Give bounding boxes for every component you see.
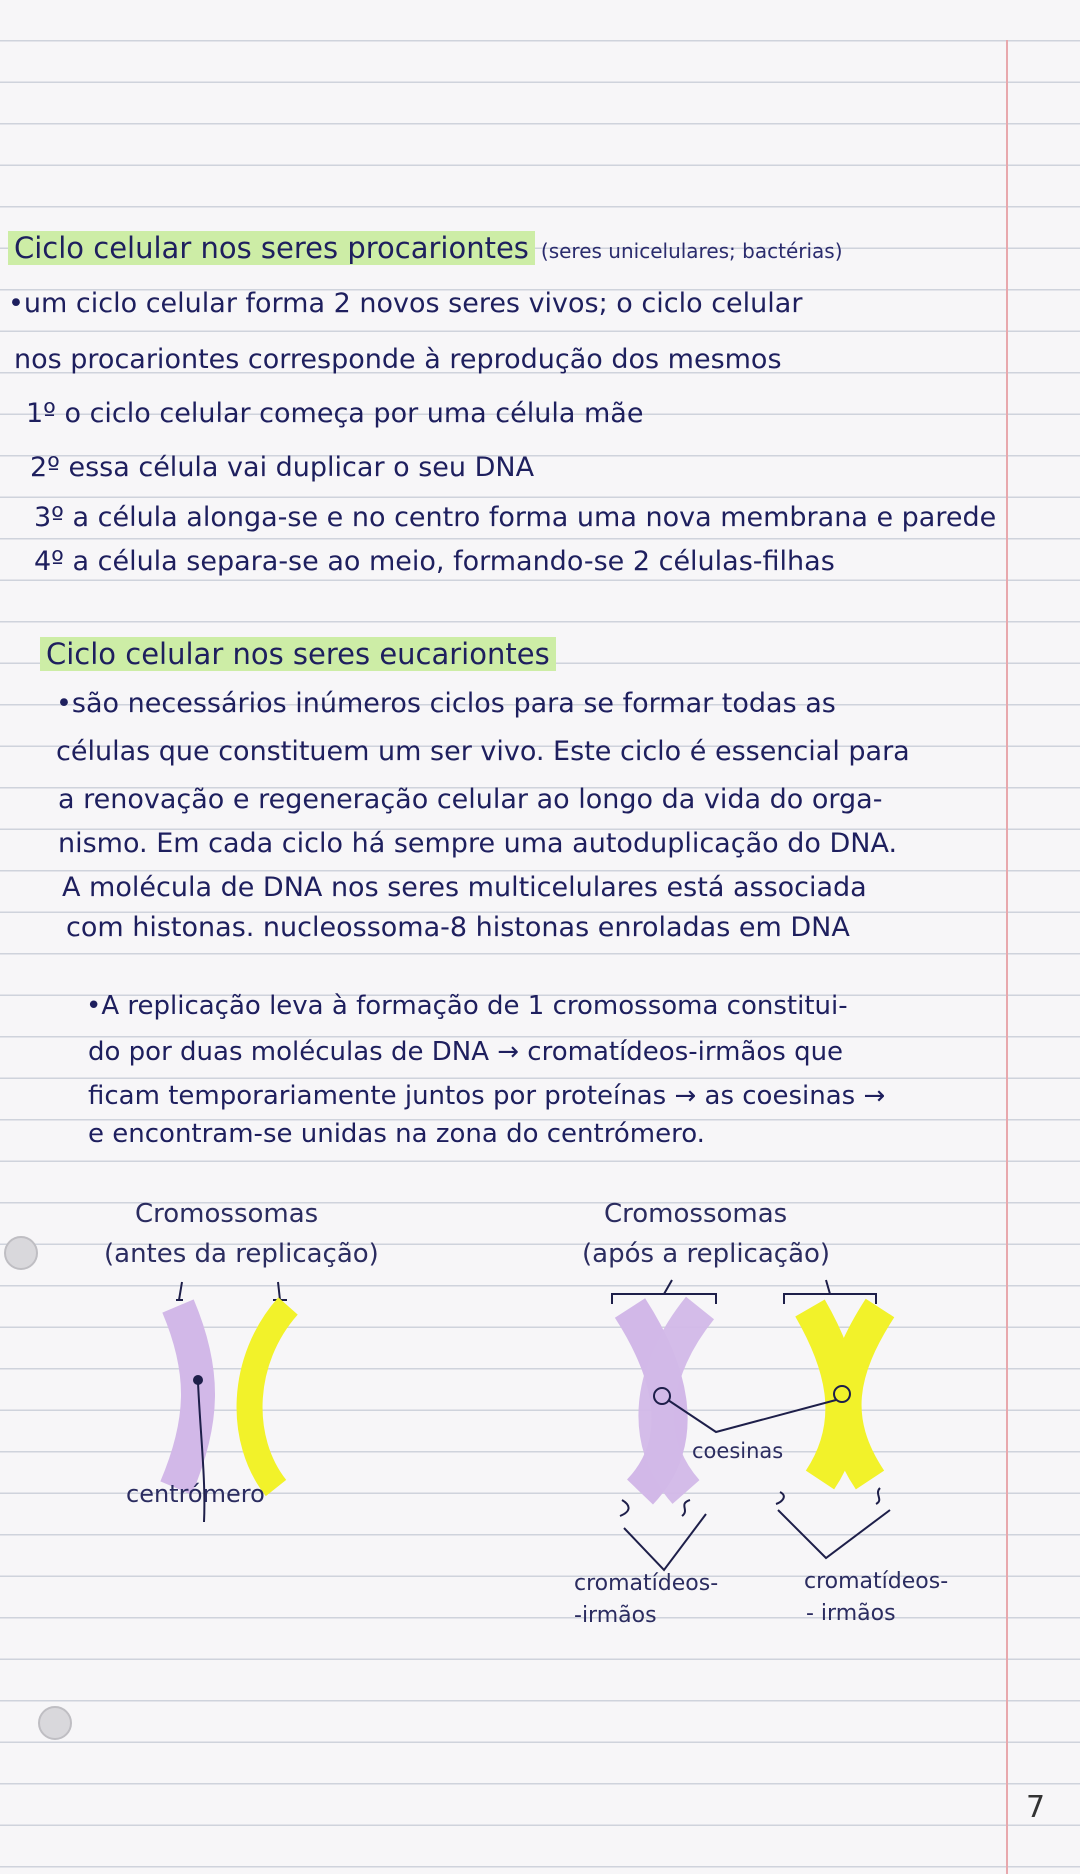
chromatid-ticks-left [620,1500,690,1516]
chromatid-ticks-right [776,1488,880,1504]
centromere-label: centrómero [126,1480,265,1508]
section-title-eukaryotes: Ciclo celular nos seres eucariontes [40,636,556,672]
left-title: Cromossomas [135,1199,319,1229]
text-line: a renovação e regeneração celular ao longo da vida do orga- [58,784,883,815]
text-line: 3º a célula alonga-se e no centro forma uma nova membrana e parede [34,502,997,533]
text-line: ficam temporariamente juntos por proteínas → as coesinas → [88,1081,886,1111]
chromatids-pointer-right [778,1510,890,1558]
chromosome-yellow [250,1306,288,1488]
chromosome-purple [176,1306,198,1488]
chromatids-label-1b: -irmãos [574,1603,657,1628]
bracket-right-2 [784,1280,876,1304]
cohesins-pointer [668,1400,836,1432]
bracket-left-1 [176,1282,183,1300]
text-line: nismo. Em cada ciclo há sempre uma autoduplicação do DNA. [58,828,898,859]
section-title-note: (seres unicelulares; bactérias) [540,239,843,263]
chromatids-label-2a: cromatídeos- [804,1569,949,1594]
left-subtitle: (antes da replicação) [104,1239,379,1269]
text-line: •um ciclo celular forma 2 novos seres vivos; o ciclo celular [8,288,803,319]
text-line: com histonas. nucleossoma-8 histonas enroladas em DNA [66,912,850,943]
binder-hole [38,1706,72,1740]
text-line: nos procariontes corresponde à reprodução dos mesmos [14,344,782,375]
section-title-prokaryotes: Ciclo celular nos seres procariontes (seres unicelulares; bactérias) [8,230,843,269]
text-line: •são necessários inúmeros ciclos para se formar todas as [56,688,836,719]
chromosome-diagram [0,1170,1080,1710]
text-line: e encontram-se unidas na zona do centrómero. [88,1119,705,1149]
page-number: 7 [1026,1790,1046,1825]
text-line: do por duas moléculas de DNA → cromatídeos-irmãos que [88,1037,844,1067]
right-title: Cromossomas [604,1199,788,1229]
bracket-left-2 [273,1282,287,1300]
right-subtitle: (após a replicação) [582,1239,831,1269]
cohesins-label: coesinas [692,1439,784,1463]
text-line: A molécula de DNA nos seres multicelulares está associada [62,872,867,903]
chromatids-pointer-left [624,1514,706,1570]
text-line: 1º o ciclo celular começa por uma célula mãe [26,398,644,429]
bracket-right-1 [612,1280,716,1304]
text-line: •A replicação leva à formação de 1 cromossoma constitui- [86,991,848,1021]
chromatids-label-2b: - irmãos [806,1601,896,1626]
chromatids-label-1a: cromatídeos- [574,1571,719,1596]
text-line: 4º a célula separa-se ao meio, formando-se 2 células-filhas [34,546,835,577]
text-line: células que constituem um ser vivo. Este ciclo é essencial para [56,736,910,767]
text-line: 2º essa célula vai duplicar o seu DNA [30,452,535,483]
